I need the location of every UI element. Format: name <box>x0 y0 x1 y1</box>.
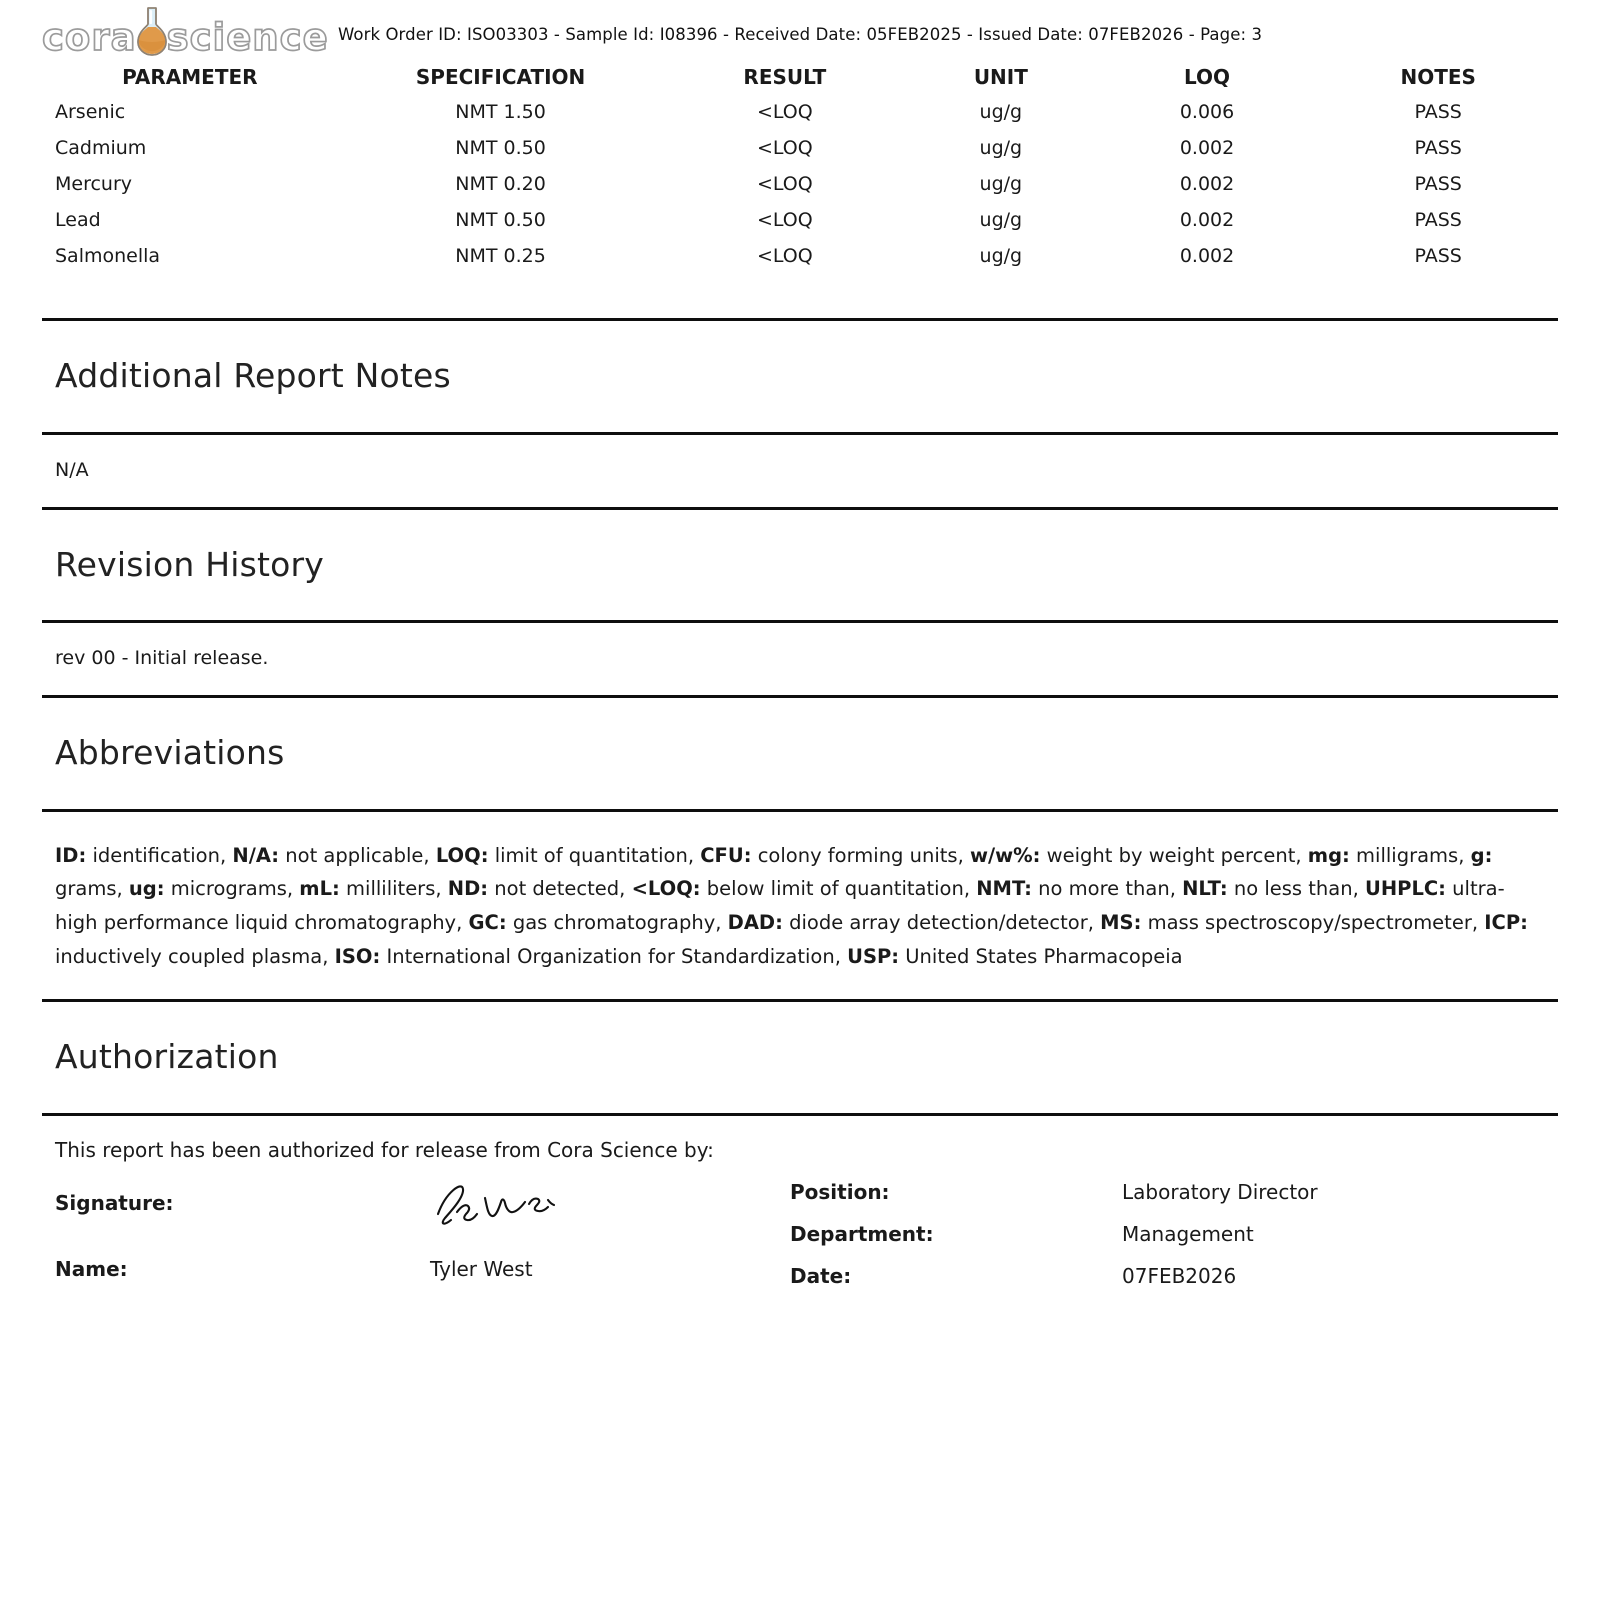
column-header-unit: UNIT <box>973 65 1028 89</box>
cell-notes: PASS <box>1414 209 1462 231</box>
abbreviation-definition: United States Pharmacopeia <box>899 944 1183 968</box>
cell-parameter: Arsenic <box>55 101 126 123</box>
abbreviation-term: LOQ: <box>435 843 489 867</box>
date-label: Date: <box>790 1263 852 1288</box>
logo-text-cora: cora <box>42 16 137 59</box>
logo-text-science: science <box>166 16 329 59</box>
cell-parameter: Salmonella <box>55 245 161 267</box>
abbreviations-content <box>55 839 1545 973</box>
revision-history-content: rev 00 - Initial release. <box>55 647 269 670</box>
abbreviation-term: ug: <box>128 877 165 901</box>
abbreviation-term: mL: <box>299 877 340 901</box>
table-row <box>42 94 1558 130</box>
section-divider <box>42 620 1558 623</box>
column-header-loq: LOQ <box>1183 65 1231 89</box>
cell-parameter: Mercury <box>55 173 133 195</box>
abbreviation-definition: weight by weight percent, <box>1040 843 1308 867</box>
column-header-notes: NOTES <box>1400 65 1476 89</box>
signature-row <box>55 1172 790 1234</box>
abbreviation-term: NLT: <box>1182 877 1228 901</box>
cell-specification: NMT 1.50 <box>455 101 546 123</box>
table-row <box>42 202 1558 238</box>
cell-notes: PASS <box>1414 137 1462 159</box>
cell-unit: ug/g <box>979 101 1023 123</box>
department-label: Department: <box>790 1221 934 1246</box>
section-divider <box>42 695 1558 698</box>
abbreviation-definition: below limit of quantitation, <box>700 877 977 901</box>
cell-result: <LOQ <box>756 245 813 267</box>
column-header-specification: SPECIFICATION <box>415 65 586 89</box>
abbreviation-term: mg: <box>1307 843 1350 867</box>
report-header <box>42 0 1558 58</box>
cell-result: <LOQ <box>756 209 813 231</box>
abbreviation-definition: not detected, <box>488 877 632 901</box>
cell-specification: NMT 0.50 <box>455 137 546 159</box>
section-title-abbreviations: Abbreviations <box>55 733 285 773</box>
section-divider <box>42 1113 1558 1116</box>
work-order-meta: Work Order ID: ISO03303 - Sample Id: I08396 - Received Date: 05FEB2025 - Issued Date: 07FEB2026 - Page: 3 <box>337 25 1263 44</box>
abbreviation-definition: milligrams, <box>1349 843 1471 867</box>
cell-loq: 0.002 <box>1179 137 1235 159</box>
cell-loq: 0.006 <box>1179 101 1235 123</box>
cell-result: <LOQ <box>756 173 813 195</box>
table-header-row <box>42 60 1558 94</box>
name-value: Tyler West <box>430 1256 533 1281</box>
abbreviation-definition: grams, <box>55 877 129 901</box>
cell-loq: 0.002 <box>1179 173 1235 195</box>
authorization-right-column <box>790 1172 1558 1296</box>
abbreviation-term: N/A: <box>232 843 280 867</box>
abbreviation-term: NMT: <box>976 877 1032 901</box>
date-value: 07FEB2026 <box>1122 1263 1237 1288</box>
date-row <box>790 1256 1558 1296</box>
cell-notes: PASS <box>1414 245 1462 267</box>
position-label: Position: <box>790 1179 890 1204</box>
column-header-result: RESULT <box>743 65 827 89</box>
cell-unit: ug/g <box>979 173 1023 195</box>
authorization-intro: This report has been authorized for release from Cora Science by: <box>55 1137 714 1162</box>
abbreviation-term: USP: <box>847 944 900 968</box>
section-title-additional-notes: Additional Report Notes <box>55 356 451 395</box>
section-divider <box>42 432 1558 435</box>
abbreviation-definition: International Organization for Standardization, <box>380 944 848 968</box>
abbreviation-definition: gas chromatography, <box>506 911 728 935</box>
table-body <box>42 94 1558 274</box>
abbreviation-definition: ultra-high performance liquid chromatography, <box>55 877 1505 935</box>
cell-result: <LOQ <box>756 101 813 123</box>
cell-notes: PASS <box>1414 173 1462 195</box>
cell-parameter: Cadmium <box>55 137 147 159</box>
abbreviation-definition: micrograms, <box>164 877 300 901</box>
abbreviation-term: CFU: <box>700 843 752 867</box>
cell-notes: PASS <box>1414 101 1462 123</box>
cell-unit: ug/g <box>979 137 1023 159</box>
abbreviation-term: GC: <box>468 911 507 935</box>
cell-parameter: Lead <box>55 209 101 231</box>
section-divider <box>42 507 1558 510</box>
abbreviation-term: UHPLC: <box>1365 877 1446 901</box>
abbreviation-term: ICP: <box>1484 911 1528 935</box>
cell-unit: ug/g <box>979 245 1023 267</box>
name-row <box>55 1248 790 1290</box>
section-divider <box>42 809 1558 812</box>
department-row <box>790 1214 1558 1254</box>
authorization-block <box>55 1172 1558 1296</box>
table-row <box>42 166 1558 202</box>
cell-specification: NMT 0.50 <box>455 209 546 231</box>
cell-specification: NMT 0.25 <box>455 245 546 267</box>
abbreviation-term: ND: <box>447 877 489 901</box>
abbreviation-term: ISO: <box>334 944 381 968</box>
cell-unit: ug/g <box>979 209 1023 231</box>
abbreviation-definition: not applicable, <box>279 843 436 867</box>
abbreviation-term: MS: <box>1100 911 1142 935</box>
signature-label: Signature: <box>55 1190 174 1215</box>
abbreviation-definition: no more than, <box>1031 877 1183 901</box>
abbreviation-term: <LOQ: <box>631 877 701 901</box>
abbreviation-term: w/w%: <box>969 843 1041 867</box>
position-row <box>790 1172 1558 1212</box>
abbreviation-definition: no less than, <box>1227 877 1365 901</box>
position-value: Laboratory Director <box>1122 1179 1318 1204</box>
abbreviation-term: DAD: <box>727 911 783 935</box>
results-table <box>42 60 1558 274</box>
column-header-parameter: PARAMETER <box>122 65 258 89</box>
name-label: Name: <box>55 1256 128 1281</box>
section-title-revision-history: Revision History <box>55 544 325 584</box>
department-value: Management <box>1122 1221 1254 1246</box>
abbreviation-term: g: <box>1470 843 1493 867</box>
table-row <box>42 130 1558 166</box>
cell-loq: 0.002 <box>1179 209 1235 231</box>
signature-image <box>430 1176 562 1230</box>
authorization-left-column <box>55 1172 790 1296</box>
abbreviation-definition: mass spectroscopy/spectrometer, <box>1141 911 1485 935</box>
section-title-authorization: Authorization <box>55 1037 279 1077</box>
cell-result: <LOQ <box>756 137 813 159</box>
abbreviation-term: ID: <box>55 843 87 867</box>
section-divider <box>42 318 1558 321</box>
section-divider <box>42 999 1558 1002</box>
cell-specification: NMT 0.20 <box>455 173 546 195</box>
abbreviation-definition: colony forming units, <box>751 843 970 867</box>
abbreviation-definition: identification, <box>86 843 233 867</box>
abbreviation-definition: inductively coupled plasma, <box>55 944 335 968</box>
cell-loq: 0.002 <box>1179 245 1235 267</box>
additional-notes-content: N/A <box>55 458 89 481</box>
abbreviation-definition: milliliters, <box>339 877 448 901</box>
abbreviation-definition: diode array detection/detector, <box>782 911 1101 935</box>
abbreviation-definition: limit of quantitation, <box>488 843 701 867</box>
table-row <box>42 238 1558 274</box>
